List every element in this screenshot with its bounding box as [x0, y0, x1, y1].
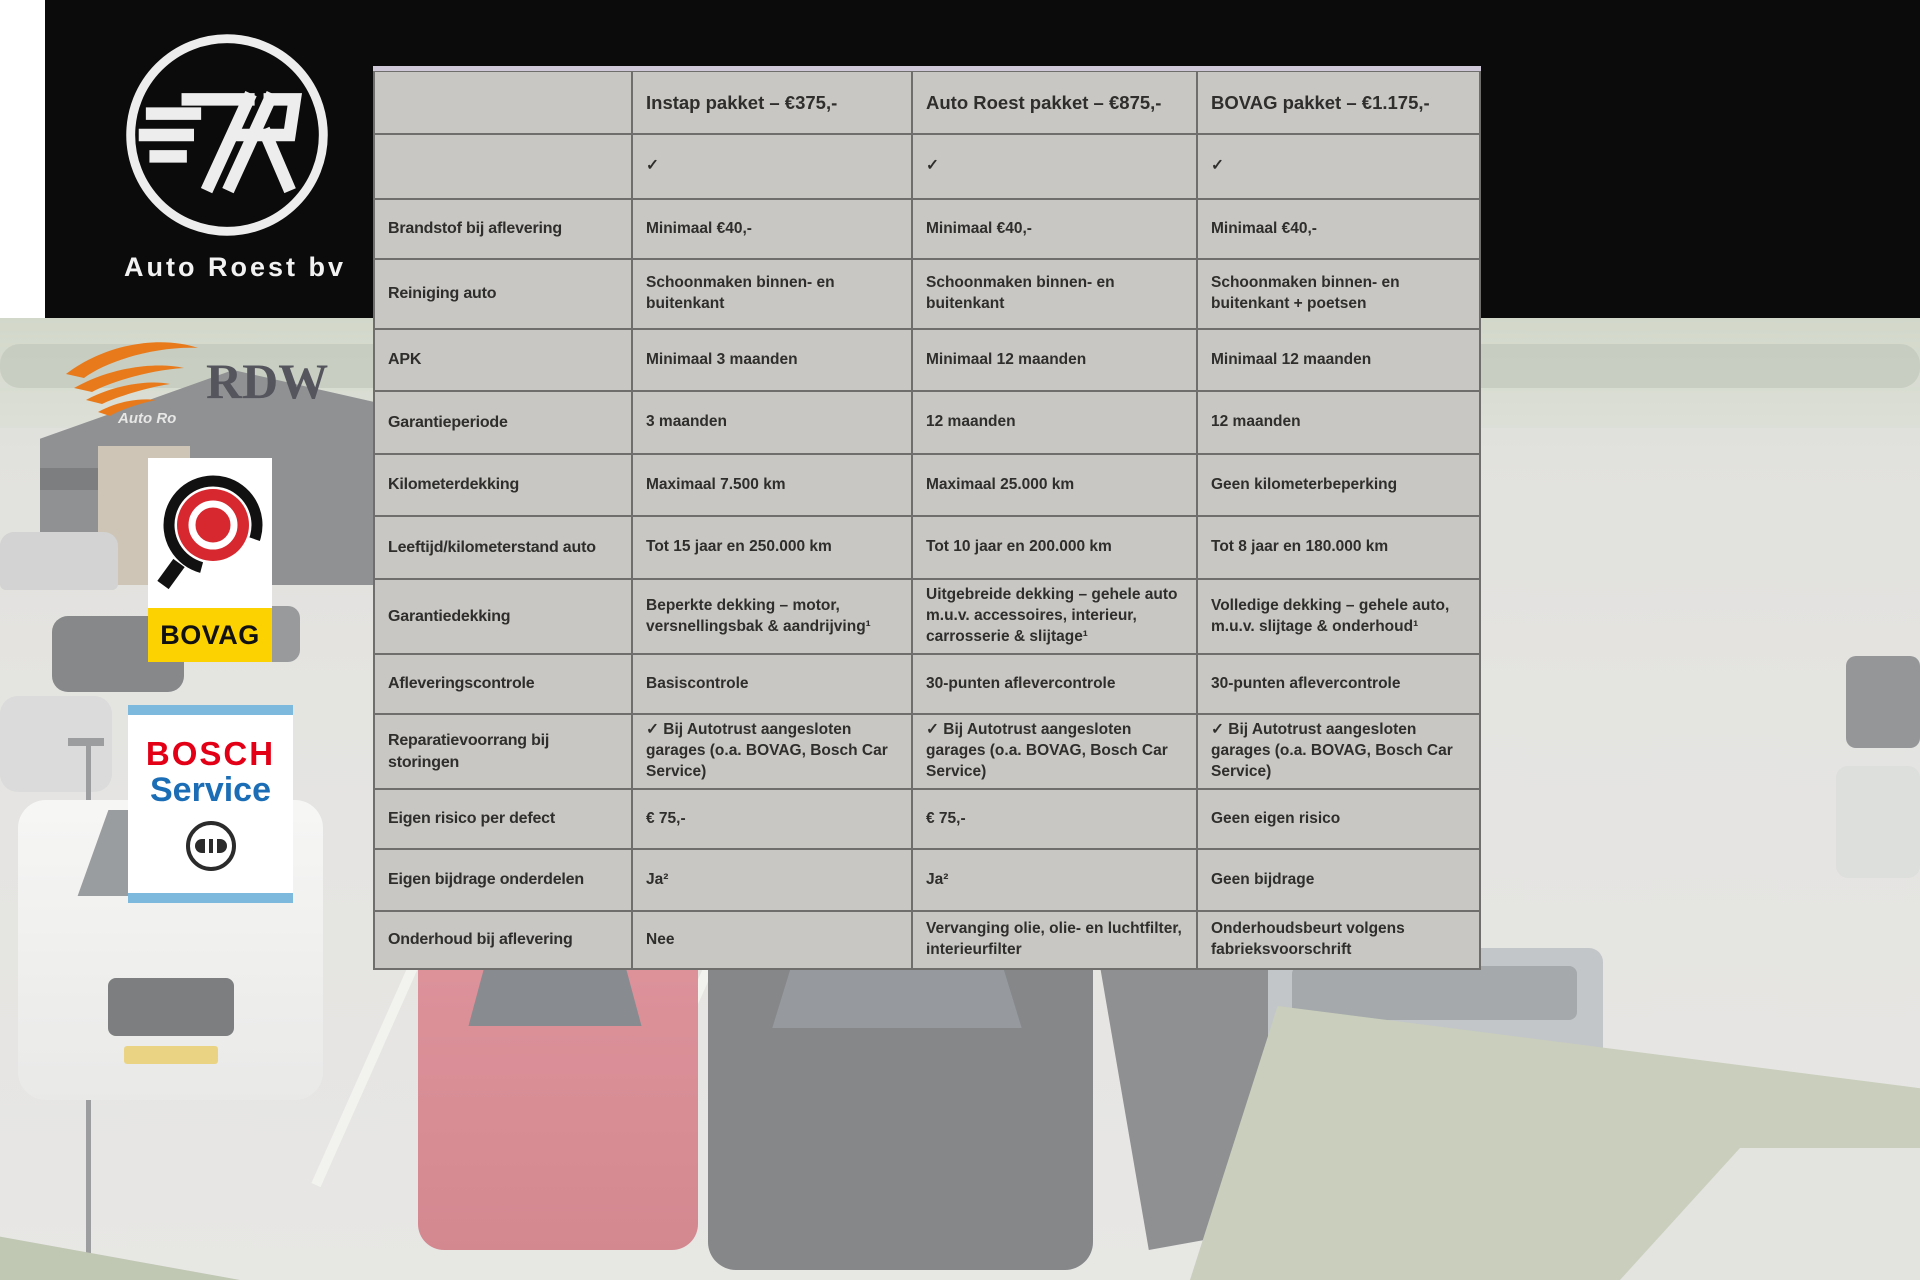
bovag-logo [148, 458, 272, 662]
photo-pavement-right [1620, 1148, 1920, 1280]
row-label-text: Reiniging auto [388, 285, 497, 303]
photo-grass-left [0, 1218, 240, 1280]
cell-value-text: Minimaal 3 maanden [646, 350, 798, 368]
cell-value [1198, 455, 1479, 515]
row-label [375, 655, 633, 713]
photo-lamp-post-head [68, 738, 104, 746]
cell-value-text: Nee [646, 930, 675, 948]
cell-value [1198, 200, 1479, 258]
cell-value-text: Tot 8 jaar en 180.000 km [1211, 538, 1389, 556]
cell-value-text: Schoonmaken binnen- en buitenkant + poetsen [1211, 274, 1400, 312]
table-row [375, 135, 1479, 200]
bosch-service-logo [128, 705, 293, 903]
cell-value-text: Vervanging olie, olie- en luchtfilter, interieurfilter [926, 920, 1182, 958]
cell-value [1198, 517, 1479, 578]
cell-value-text: Maximaal 7.500 km [646, 475, 786, 493]
cell-value [913, 200, 1198, 258]
cell-value-text: Geen kilometerbeperking [1211, 475, 1398, 493]
table-row [375, 330, 1479, 392]
photo-gray-van [1268, 948, 1603, 1160]
row-label-text: Reparatievoorrang bij storingen [388, 731, 550, 771]
package-comparison-table [373, 70, 1481, 970]
cell-value-text: Basiscontrole [646, 674, 749, 692]
cell-value-text: ✓ [646, 157, 659, 175]
row-label [375, 912, 633, 968]
bosch-brand-text: BOSCH [145, 734, 276, 772]
table-row [375, 455, 1479, 517]
bovag-band [148, 608, 272, 662]
cell-value-text: Schoonmaken binnen- en buitenkant [646, 274, 835, 312]
cell-value-text: Ja² [646, 870, 669, 888]
row-label-text: Onderhoud bij aflevering [388, 931, 573, 949]
cell-value-text: 12 maanden [926, 413, 1016, 431]
cell-value [633, 912, 913, 968]
row-label-text: Eigen bijdrage onderdelen [388, 871, 584, 889]
photo-building-sign: Auto Ro [118, 410, 177, 427]
bosch-armature-icon [183, 818, 239, 874]
cell-value-text: € 75,- [646, 809, 686, 827]
cell-value-text: Ja² [926, 870, 949, 888]
cell-value-text: 30-punten aflevercontrole [926, 674, 1116, 692]
cell-value-text: Uitgebreide dekking – gehele auto m.u.v. accessoires, interieur, carrosserie & slijtage¹ [926, 586, 1178, 645]
row-label-text: Brandstof bij aflevering [388, 220, 562, 238]
cell-value [1198, 912, 1479, 968]
cell-value [1198, 392, 1479, 453]
row-label [375, 260, 633, 328]
cell-value [1198, 715, 1479, 788]
table-header-row [375, 72, 1479, 135]
header-cell-bovag-pakket: BOVAG pakket – €1.175,- [1211, 91, 1430, 113]
photo-gray-van-windows [1292, 966, 1577, 1020]
table-row [375, 200, 1479, 260]
table-row [375, 912, 1479, 968]
cell-value-text: € 75,- [926, 809, 966, 827]
row-label [375, 580, 633, 653]
bosch-service-text: Service [150, 770, 271, 809]
row-label [375, 200, 633, 258]
table-row [375, 715, 1479, 790]
cell-value [913, 517, 1198, 578]
row-label [375, 850, 633, 910]
auto-roest-logo-icon [120, 28, 334, 242]
cell-value-text: Geen bijdrage [1211, 870, 1315, 888]
cell-value [913, 330, 1198, 390]
cell-value [633, 790, 913, 848]
cell-value-text: Beperkte dekking – motor, versnellingsbak & aandrijving¹ [646, 596, 871, 635]
cell-value [913, 715, 1198, 788]
photo-car-right-silver [1836, 766, 1920, 878]
cell-value [633, 200, 913, 258]
cell-value [633, 655, 913, 713]
header-cell-empty [375, 72, 633, 133]
row-label [375, 135, 633, 198]
row-label [375, 715, 633, 788]
photo-car-silver-2 [0, 696, 112, 792]
package-table-body [375, 135, 1479, 968]
row-label [375, 790, 633, 848]
row-label [375, 455, 633, 515]
cell-value-text: Geen eigen risico [1211, 809, 1341, 827]
rdw-text: RDW [206, 353, 329, 409]
cell-value-text: ✓ Bij Autotrust aangesloten garages (o.a. BOVAG, Bosch Car Service) [926, 721, 1168, 780]
header-cell-instap-pakket: Instap pakket – €375,- [633, 72, 913, 133]
cell-value-text: ✓ [926, 157, 939, 175]
cell-value [633, 455, 913, 515]
cell-value [913, 850, 1198, 910]
cell-value-text: ✓ [1211, 157, 1224, 175]
cell-value [913, 455, 1198, 515]
cell-value [913, 655, 1198, 713]
table-row [375, 392, 1479, 455]
cell-value-text: ✓ Bij Autotrust aangesloten garages (o.a. BOVAG, Bosch Car Service) [646, 721, 888, 780]
cell-value [633, 850, 913, 910]
row-label [375, 392, 633, 453]
photo-lamp-post [86, 746, 91, 1280]
cell-value-text: 12 maanden [1211, 413, 1301, 431]
header-cell-auto-roest-pakket: Auto Roest pakket – €875,- [913, 72, 1198, 133]
table-row [375, 655, 1479, 715]
cell-value [1198, 790, 1479, 848]
row-label-text: Garantieperiode [388, 413, 508, 431]
cell-value [633, 135, 913, 198]
row-label-text: Eigen risico per defect [388, 810, 556, 828]
cell-value [913, 392, 1198, 453]
table-row [375, 260, 1479, 330]
table-row [375, 517, 1479, 580]
photo-car-white-suv-grille [108, 978, 234, 1036]
cell-value-text: Tot 10 jaar en 200.000 km [926, 538, 1112, 556]
cell-value [1198, 580, 1479, 653]
bovag-text: BOVAG [160, 619, 260, 650]
row-label-text: Kilometerdekking [388, 476, 520, 494]
cell-value [913, 580, 1198, 653]
cell-value-text: ✓ Bij Autotrust aangesloten garages (o.a. BOVAG, Bosch Car Service) [1211, 721, 1453, 780]
cell-value-text: Volledige dekking – gehele auto, m.u.v. slijtage & onderhoud¹ [1211, 596, 1450, 635]
cell-value [633, 715, 913, 788]
cell-value [1198, 135, 1479, 198]
cell-value [1198, 850, 1479, 910]
cell-value [1198, 330, 1479, 390]
table-row [375, 580, 1479, 655]
cell-value-text: 3 maanden [646, 413, 727, 431]
row-label-text: Leeftijd/kilometerstand auto [388, 538, 596, 556]
row-label-text: APK [388, 351, 422, 369]
row-label [375, 517, 633, 578]
photo-car-silver-1 [0, 532, 118, 590]
cell-value-text: Minimaal 12 maanden [1211, 350, 1372, 368]
table-row [375, 790, 1479, 850]
table-row [375, 850, 1479, 912]
cell-value [1198, 655, 1479, 713]
cell-value [913, 790, 1198, 848]
cell-value-text: Minimaal €40,- [1211, 219, 1317, 237]
cell-value [633, 517, 913, 578]
row-label-text: Garantiedekking [388, 607, 511, 625]
cell-value-text: Schoonmaken binnen- en buitenkant [926, 274, 1115, 312]
cell-value-text: Tot 15 jaar en 250.000 km [646, 538, 832, 556]
photo-building-banner [40, 468, 98, 490]
bovag-emblem-icon [148, 458, 272, 608]
photo-grass-right [1190, 1006, 1920, 1280]
dealer-name: Auto Roest bv [123, 252, 346, 282]
cell-value-text: Minimaal 12 maanden [926, 350, 1087, 368]
row-label-text: Afleveringscontrole [388, 675, 535, 693]
photo-car-right-dark [1846, 656, 1920, 748]
cell-value-text: Minimaal €40,- [646, 219, 752, 237]
cell-value [1198, 260, 1479, 328]
cell-value-text: Minimaal €40,- [926, 219, 1032, 237]
row-label [375, 330, 633, 390]
cell-value [633, 580, 913, 653]
photo-car-white-suv-plate [124, 1046, 218, 1064]
cell-value [913, 912, 1198, 968]
cell-value [633, 260, 913, 328]
cell-value [633, 392, 913, 453]
rdw-logo-icon [58, 332, 338, 428]
cell-value-text: 30-punten aflevercontrole [1211, 674, 1401, 692]
cell-value [913, 135, 1198, 198]
cell-value-text: Onderhoudsbeurt volgens fabrieksvoorschrift [1211, 920, 1405, 958]
cell-value [633, 330, 913, 390]
cell-value-text: Maximaal 25.000 km [926, 475, 1075, 493]
cell-value [913, 260, 1198, 328]
